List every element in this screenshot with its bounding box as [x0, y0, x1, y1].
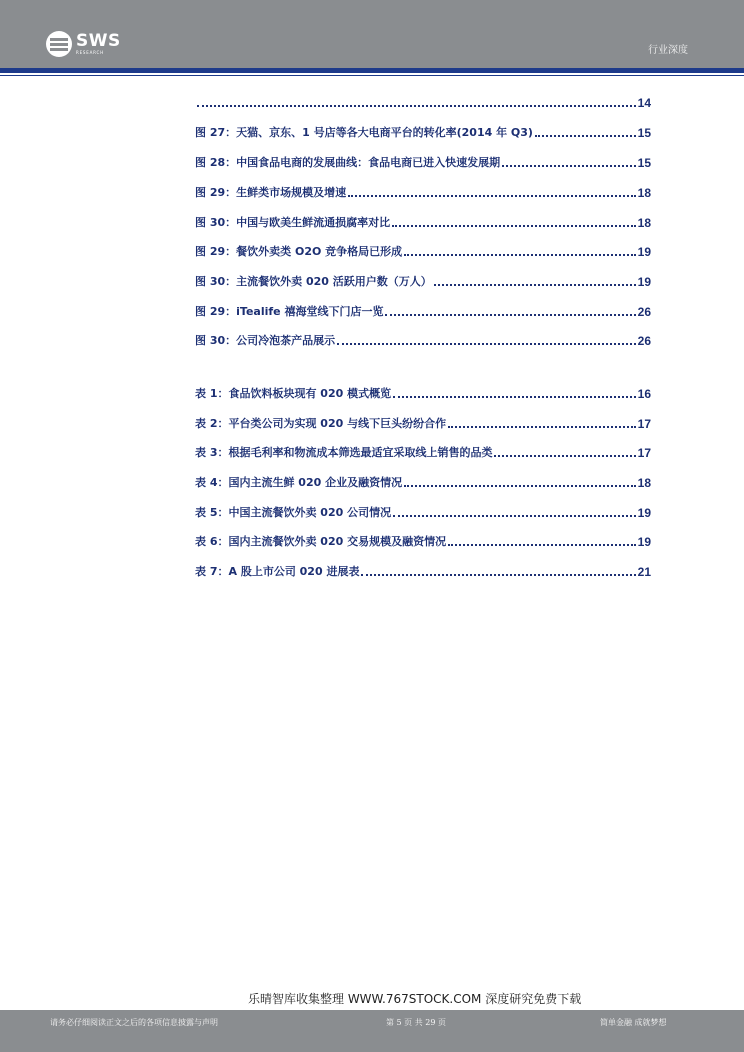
toc-table-entry[interactable]: 表 4：国内主流生鲜 020 企业及融资情况 18 [195, 476, 651, 490]
toc-figure-entry[interactable]: 图 29：生鲜类市场规模及增速 18 [195, 186, 651, 200]
footer-slogan: 简单金融 成就梦想 [600, 1018, 667, 1027]
toc-figure-entry[interactable]: 图 28：中国食品电商的发展曲线：食品电商已进入快速发展期 15 [195, 156, 651, 170]
toc-page-number: 19 [637, 506, 651, 520]
toc-figure-entry[interactable] [195, 94, 651, 110]
toc-figure-entry[interactable]: 图 30：主流餐饮外卖 020 活跃用户数（万人） 19 [195, 275, 651, 289]
toc-page-number: 21 [637, 565, 651, 579]
toc-figure-entry[interactable]: 图 29：iTealife 禧海堂线下门店一览 26 [195, 305, 651, 319]
toc-page-number: 15 [637, 126, 651, 140]
toc-page-number: 26 [637, 305, 651, 319]
toc-page-number: 19 [637, 535, 651, 549]
toc-table-entry[interactable]: 表 6：国内主流餐饮外卖 020 交易规模及融资情况 19 [195, 535, 651, 549]
report-type-tag: 行业深度 [648, 45, 688, 56]
sws-logo [46, 31, 121, 57]
toc-page-number: 18 [637, 216, 651, 230]
toc-table-entry[interactable]: 表 1：食品饮料板块现有 020 模式概览 16 [195, 387, 651, 401]
logo-text: SWS [76, 31, 121, 51]
toc-table-entry[interactable]: 表 3：根据毛利率和物流成本筛选最适宜采取线上销售的品类 17 [195, 446, 651, 460]
header-divider [0, 68, 744, 73]
footer-disclaimer: 请务必仔细阅读正文之后的各项信息披露与声明 [50, 1018, 218, 1027]
toc-page-number: 15 [637, 156, 651, 170]
toc-page-number: 26 [637, 334, 651, 348]
header-divider-thin [0, 75, 744, 76]
toc-page-number: 17 [637, 417, 651, 431]
toc-page-number: 19 [637, 275, 651, 289]
toc-table-entry[interactable]: 表 7：A 股上市公司 020 进展表 21 [195, 565, 651, 579]
sws-logo-icon [46, 31, 72, 57]
toc-table-entry[interactable]: 表 5：中国主流餐饮外卖 020 公司情况 19 [195, 506, 651, 520]
toc-page-number: 18 [637, 476, 651, 490]
toc-figure-entry[interactable]: 图 30：中国与欧美生鲜流通损腐率对比 18 [195, 216, 651, 230]
toc-page-number: 18 [637, 186, 651, 200]
toc-table-entry[interactable]: 表 2：平台类公司为实现 020 与线下巨头纷纷合作 17 [195, 417, 651, 431]
watermark-text: 乐晴智库收集整理 WWW.767STOCK.COM 深度研究免费下载 [248, 992, 582, 1006]
toc-figure-entry[interactable]: 图 30：公司冷泡茶产品展示 26 [195, 334, 651, 348]
toc-page-number: 16 [637, 387, 651, 401]
logo-subtext: RESEARCH [76, 50, 104, 55]
toc-page-number: 14 [637, 96, 651, 110]
footer-page-number: 第 5 页 共 29 页 [386, 1018, 446, 1027]
toc-figure-entry[interactable]: 图 27：天猫、京东、1 号店等各大电商平台的转化率(2014 年 Q3) 15 [195, 126, 651, 140]
toc-figure-entry[interactable]: 图 29：餐饮外卖类 O2O 竞争格局已形成 19 [195, 245, 651, 259]
toc-page-number: 17 [637, 446, 651, 460]
toc-page-number: 19 [637, 245, 651, 259]
